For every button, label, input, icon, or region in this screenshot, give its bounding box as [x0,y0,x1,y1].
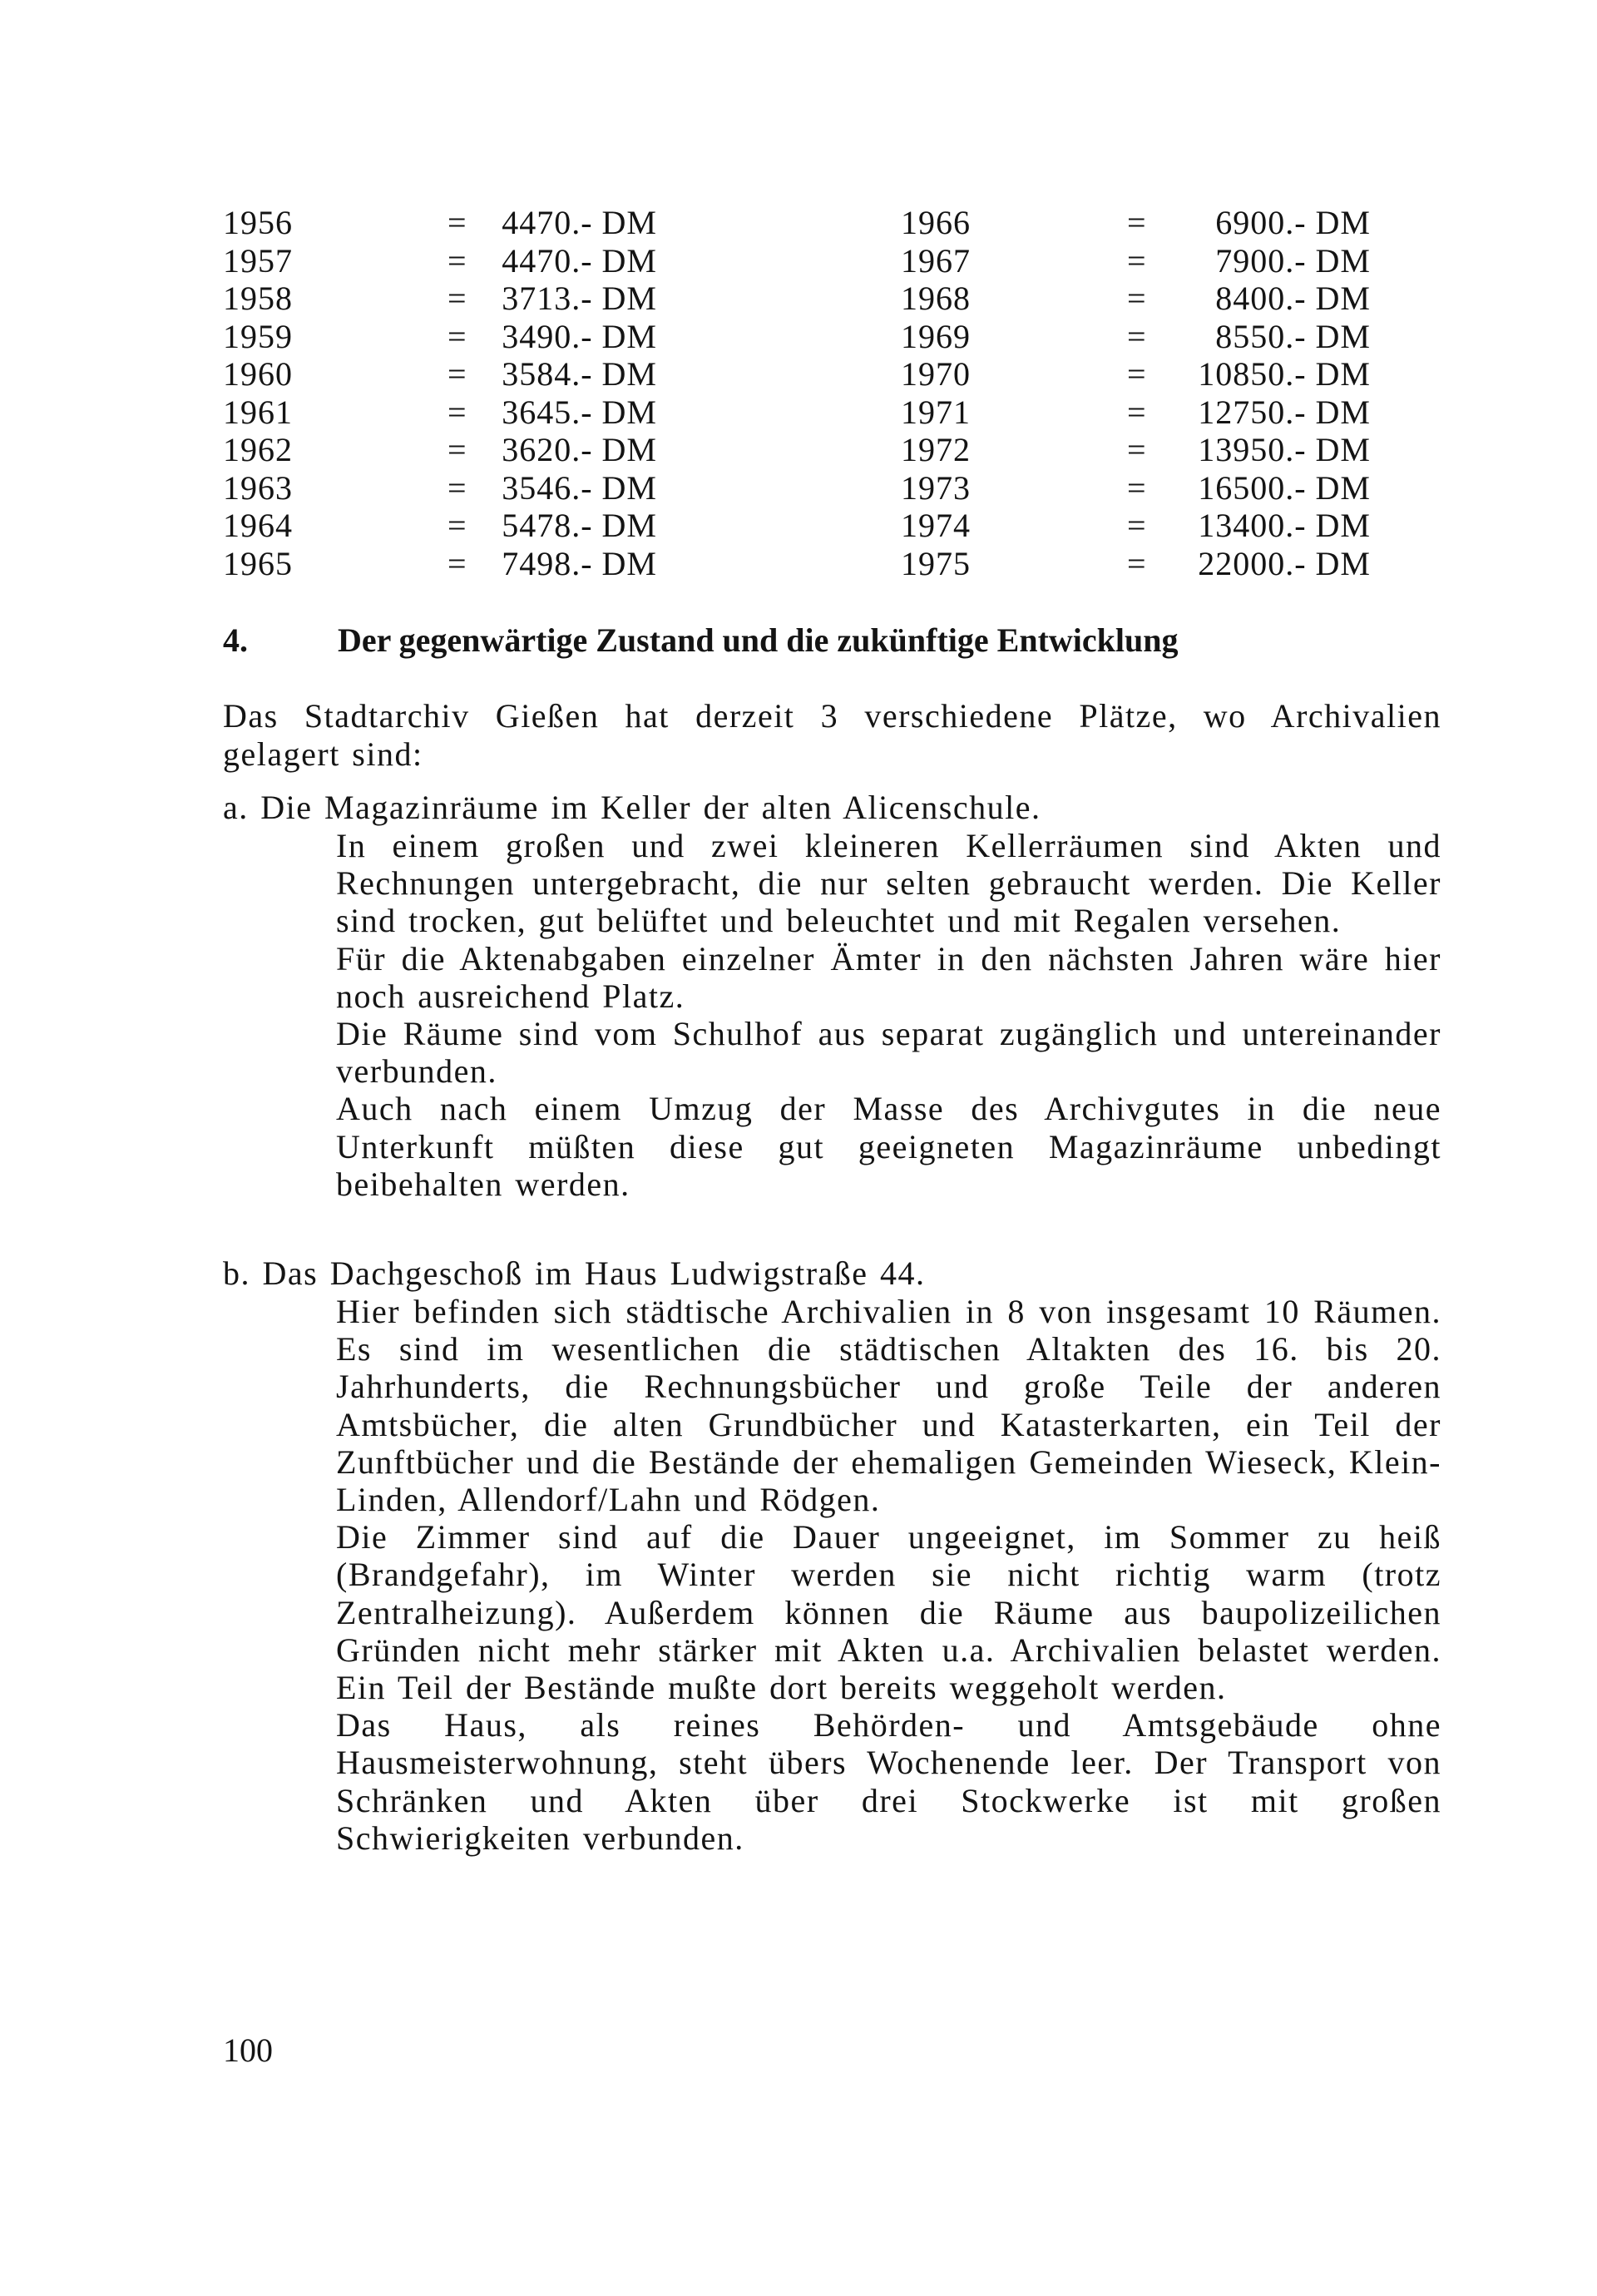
year-cell [901,242,971,280]
year-value: 1958 [223,280,293,317]
currency-label: DM [1315,393,1371,431]
paragraph: Die Zimmer sind auf die Dauer ungeeignet, im Sommer zu heiß (Brandgefahr), im Winter werden sie nicht richtig warm (trotz Zentralheizung). Außerdem können die Räume aus baupolizeilichen Gründen nicht mehr stärker mit Akten u.a. Archivalien belastet werden. Ein Teil der Bestände mußte dort bereits weggeholt werden. [336,1518,1441,1707]
currency-label: DM [1315,431,1371,468]
page-number: 100 [223,2031,273,2069]
year-value: 1968 [901,280,971,317]
year-value: 1971 [901,393,971,431]
currency-label: DM [601,544,657,582]
budget-row [223,469,1371,507]
amount-value: 13950.- [1198,431,1307,468]
year-cell [223,355,293,393]
year-cell [901,507,971,544]
section-number: 4. [223,621,248,659]
amount-value: 3620.- [502,431,593,468]
year-cell [901,204,971,241]
equals-sign: = [1127,468,1147,507]
paragraph: Für die Aktenabgaben einzelner Ämter in den nächsten Jahren wäre hier noch ausreichend Platz. [336,939,1441,1015]
year-value: 1957 [223,241,293,280]
budget-row [223,507,1371,544]
amount-value: 7900.- [1215,241,1307,280]
year-value: 1960 [223,355,293,393]
amount-cell [482,469,657,507]
currency-label: DM [1315,507,1371,544]
year-value: 1966 [901,204,971,241]
paragraph: Hier befinden sich städtische Archivalien in 8 von insgesamt 10 Räumen. Es sind im wesentlichen die städtischen Altakten des 16. bis 20. Jahrhunderts, die Rechnungsbücher und große Teile der anderen Amtsbücher, die alten Grundbücher und Katasterkarten, ein Teil der Zunftbücher und die Bestände der ehemaligen Gemeinden Wieseck, Klein-Linden, Allendorf/Lahn und Rödgen. [336,1293,1441,1519]
equals-sign: = [1127,241,1147,280]
equals-sign: = [447,317,467,355]
equals-sign: = [447,431,467,468]
intro-paragraph [223,697,1441,773]
year-value: 1956 [223,204,293,241]
paragraph: Auch nach einem Umzug der Masse des Archivgutes in die neue Unterkunft müßten diese gut geeigneten Magazinräume unbedingt beibehalten werden. [336,1090,1441,1203]
list-item-b [223,1254,1441,1857]
paragraph: Das Haus, als reines Behörden- und Amtsgebäude ohne Hausmeisterwohnung, steht übers Wochenende leer. Der Transport von Schränken und Akten über drei Stockwerke ist mit großen Schwierigkeiten verbunden. [336,1706,1441,1857]
amount-cell [482,355,657,393]
currency-label: DM [1315,544,1371,582]
amount-cell [482,393,657,431]
amount-value: 3645.- [502,393,593,431]
amount-cell [482,242,657,280]
amount-value: 5478.- [502,507,593,544]
year-cell [901,545,971,582]
year-cell [223,469,293,507]
year-cell [223,393,293,431]
amount-cell [482,507,657,544]
year-cell [901,318,971,355]
currency-label: DM [1315,204,1371,241]
year-value: 1974 [901,507,971,544]
amount-cell [1163,318,1371,355]
year-value: 1969 [901,317,971,355]
paragraph: Die Räume sind vom Schulhof aus separat zugänglich und untereinander verbunden. [336,1015,1441,1091]
year-cell [223,545,293,582]
equals-sign: = [447,544,467,582]
currency-label: DM [1315,280,1371,317]
year-value: 1975 [901,544,971,582]
year-cell [901,469,971,507]
amount-cell [1163,545,1371,582]
amount-value: 3490.- [502,317,593,355]
year-cell [223,204,293,241]
year-cell [901,393,971,431]
amount-value: 16500.- [1198,468,1307,507]
equals-sign: = [447,468,467,507]
currency-label: DM [601,355,657,393]
equals-sign: = [1127,280,1147,317]
currency-label: DM [601,393,657,431]
intro-text: Das Stadtarchiv Gießen hat derzeit 3 verschiedene Plätze, wo Archivalien gelagert sind: [223,697,1441,773]
amount-value: 3546.- [502,468,593,507]
amount-value: 12750.- [1198,393,1307,431]
list-item-heading [223,1254,1441,1293]
year-cell [901,280,971,317]
amount-cell [1163,507,1371,544]
amount-value: 10850.- [1198,355,1307,393]
amount-value: 3713.- [502,280,593,317]
list-heading-text: Die Magazinräume im Keller der alten Alicenschule. [260,789,1041,826]
amount-value: 7498.- [502,544,593,582]
budget-row [223,431,1371,468]
equals-sign: = [447,280,467,317]
amount-value: 8400.- [1215,280,1307,317]
amount-cell [482,431,657,468]
currency-label: DM [601,317,657,355]
equals-sign: = [447,355,467,393]
amount-cell [482,280,657,317]
list-item-body [336,827,1441,1203]
amount-value: 3584.- [502,355,593,393]
budget-row [223,355,1371,393]
budget-row [223,393,1371,431]
currency-label: DM [601,204,657,241]
year-value: 1959 [223,317,293,355]
equals-sign: = [1127,431,1147,468]
budget-row [223,242,1371,280]
budget-row [223,280,1371,317]
amount-value: 4470.- [502,204,593,241]
year-cell [223,318,293,355]
amount-value: 8550.- [1215,317,1307,355]
amount-cell [1163,204,1371,241]
amount-cell [1163,431,1371,468]
equals-sign: = [1127,393,1147,431]
year-cell [223,431,293,468]
year-value: 1963 [223,468,293,507]
equals-sign: = [447,507,467,544]
equals-sign: = [1127,317,1147,355]
year-cell [901,431,971,468]
budget-table [223,204,1371,586]
equals-sign: = [1127,507,1147,544]
year-cell [223,507,293,544]
currency-label: DM [601,507,657,544]
section-title: Der gegenwärtige Zustand und die zukünftige Entwicklung [338,621,1179,659]
amount-value: 13400.- [1198,507,1307,544]
currency-label: DM [1315,317,1371,355]
equals-sign: = [447,204,467,241]
year-cell [901,355,971,393]
year-value: 1970 [901,355,971,393]
amount-cell [1163,242,1371,280]
year-value: 1967 [901,241,971,280]
currency-label: DM [1315,241,1371,280]
year-cell [223,242,293,280]
list-heading-text: Das Dachgeschoß im Haus Ludwigstraße 44. [262,1254,926,1292]
paragraph: In einem großen und zwei kleineren Kellerräumen sind Akten und Rechnungen untergebracht, die nur selten gebraucht werden. Die Keller sind trocken, gut belüftet und beleuchtet und mit Regalen versehen. [336,827,1441,940]
year-value: 1961 [223,393,293,431]
budget-row [223,545,1371,582]
equals-sign: = [1127,355,1147,393]
currency-label: DM [1315,355,1371,393]
list-item-body [336,1293,1441,1857]
amount-cell [1163,393,1371,431]
list-marker: a. [223,789,249,826]
currency-label: DM [601,431,657,468]
list-item-a [223,789,1441,1203]
amount-cell [482,318,657,355]
list-marker: b. [223,1254,250,1292]
amount-value: 4470.- [502,241,593,280]
amount-cell [1163,280,1371,317]
equals-sign: = [447,241,467,280]
year-value: 1962 [223,431,293,468]
year-value: 1965 [223,544,293,582]
amount-value: 22000.- [1198,544,1307,582]
year-value: 1964 [223,507,293,544]
equals-sign: = [1127,204,1147,241]
year-value: 1972 [901,431,971,468]
currency-label: DM [601,241,657,280]
budget-row [223,318,1371,355]
equals-sign: = [447,393,467,431]
section-heading [223,620,1429,661]
year-cell [223,280,293,317]
budget-row [223,204,1371,241]
amount-cell [482,545,657,582]
year-value: 1973 [901,468,971,507]
list-item-heading [223,789,1441,827]
amount-cell [482,204,657,241]
amount-cell [1163,355,1371,393]
amount-cell [1163,469,1371,507]
currency-label: DM [1315,468,1371,507]
currency-label: DM [601,280,657,317]
equals-sign: = [1127,544,1147,582]
amount-value: 6900.- [1215,204,1307,241]
currency-label: DM [601,468,657,507]
